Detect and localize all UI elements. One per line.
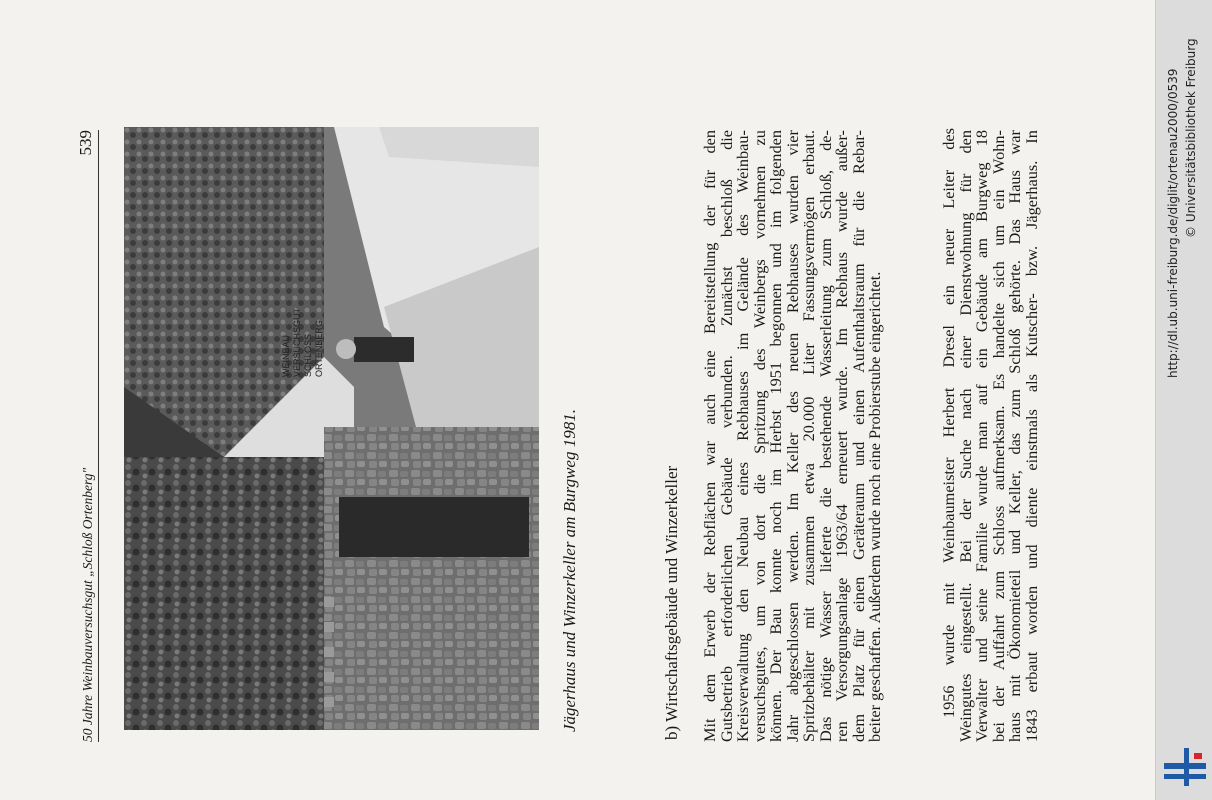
body-line: Das nötige Wasser lieferte die bestehende Wasserleitung zum Schloß, de- <box>815 130 835 742</box>
section-heading: b) Wirtschaftsgebäude und Winzerkeller <box>662 465 681 740</box>
body-line: Gutsbetrieb erforderlichen Gebäude verbunden. Zunächst beschloß die <box>716 130 736 742</box>
body-line: versuchsgutes, um von dort die Spritzung des Weinbergs vornehmen zu <box>749 130 769 742</box>
body-line: Jahr abgeschlossen werden. Im Keller des neuen Rebhauses wurden vier <box>782 130 802 742</box>
body-line: ren Versorgungsanlage 1963/64 erneuert wurde. Im Rebhaus wurde außer- <box>832 130 851 742</box>
body-line: haus mit Ökonomieteil und Keller, das zum Schloß gehörte. Das Haus war <box>1005 130 1024 742</box>
figure-caption: Jägerhaus und Winzerkeller am Burgweg 1981. <box>560 409 579 732</box>
source-url-link[interactable]: http://dl.ub.uni-freiburg.de/diglit/ortenau2000/0539 <box>1166 68 1180 378</box>
body-line: dem Platz für einen Geräteraum und einen Aufenthaltsraum für die Rebar- <box>848 130 868 742</box>
photo <box>124 127 539 730</box>
body-line: Weingutes eingestellt. Bei der Suche nach einer Dienstwohnung für den <box>955 130 975 742</box>
body-line: beiter geschaffen. Außerdem wurde noch eine Probierstube eingerichtet. <box>865 271 884 742</box>
body-line: 1956 wurde mit Weinbaumeister Herbert Dresel ein neuer Leiter des <box>939 128 958 718</box>
body-line: Verwalter und seine Familie wurde man auf ein Gebäude am Burgweg 18 <box>972 130 991 742</box>
body-line: Kreisverwaltung den Neubau eines Rebhauses im Gelände des Weinbau- <box>733 130 752 742</box>
running-title: 50 Jahre Weinbauversuchsgut „Schloß Ortenberg" <box>80 467 95 742</box>
sign-line-3: SCHLOSS <box>303 333 313 377</box>
sign-line-1: WEINBAU <box>281 334 291 377</box>
sign-line-4: ORTENBERG <box>314 320 324 377</box>
body-line: können. Der Bau konnte noch im Herbst 1951 begonnen und im folgenden <box>766 130 785 742</box>
body-line: Mit dem Erwerb der Rebflächen war auch eine Bereitstellung der für den <box>700 130 719 742</box>
body-line: Spritzbehälter mit zusammen etwa 20.000 Liter Fassungsvermögen erbaut. <box>799 130 818 742</box>
copyright-notice: © Universitätsbibliothek Freiburg <box>1184 38 1198 238</box>
running-head <box>76 130 100 742</box>
header-rule <box>98 130 99 742</box>
sign-line-2: VERSUCHSGUT <box>292 307 302 377</box>
photo-image <box>124 127 539 730</box>
body-line: 1843 erbaut worden und diente einstmals als Kutscher- bzw. Jägerhaus. In <box>1021 130 1041 742</box>
library-logo-icon <box>1164 748 1206 786</box>
page-number: 539 <box>76 130 95 156</box>
body-line: bei der Auffahrt zum Schloss aufmerksam. Es handelte sich um ein Wohn- <box>988 130 1008 742</box>
